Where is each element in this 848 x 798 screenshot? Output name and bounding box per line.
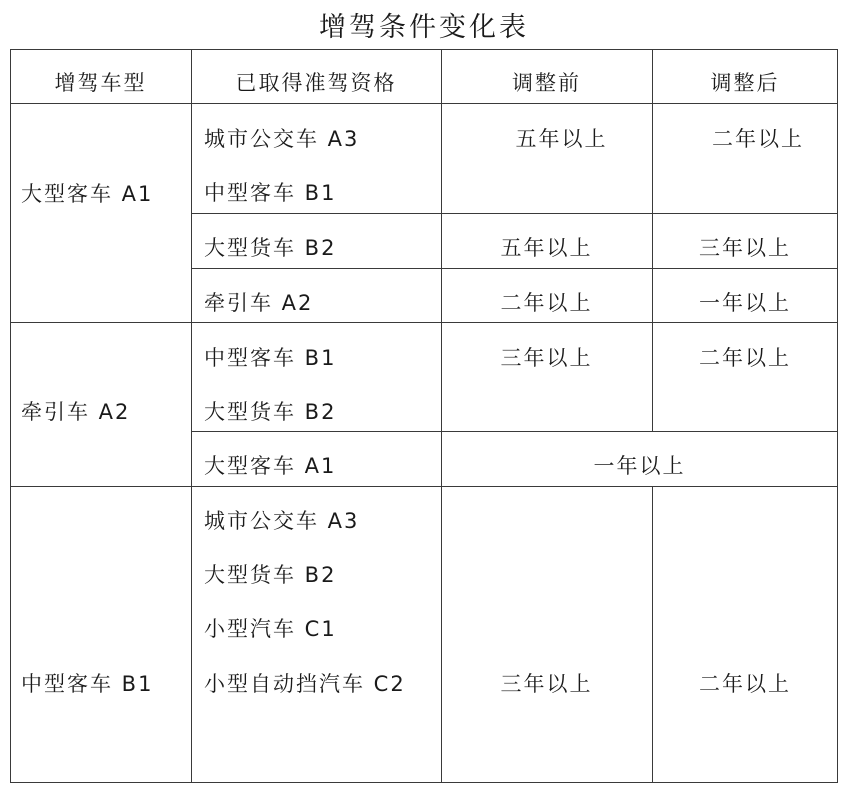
before-value: 五年以上 <box>515 127 608 151</box>
merged-value: 一年以上 <box>593 454 686 478</box>
license-item: 大型货车 B2 <box>204 563 337 587</box>
before-value: 二年以上 <box>500 291 593 315</box>
header-vehicle-type: 增驾车型 <box>54 71 147 95</box>
license-item: 城市公交车 A3 <box>204 127 360 151</box>
after-value: 一年以上 <box>699 291 791 315</box>
after-value: 二年以上 <box>699 672 791 696</box>
license-upgrade-table <box>10 49 838 783</box>
license-item: 小型自动挡汽车 C2 <box>204 672 406 696</box>
row-divider <box>191 431 838 432</box>
table-border-left <box>10 49 11 783</box>
group-divider <box>10 322 838 323</box>
license-item: 大型货车 B2 <box>204 400 337 424</box>
row-divider <box>191 213 838 214</box>
header-divider <box>10 103 838 104</box>
license-item: 中型客车 B1 <box>204 346 337 370</box>
license-item: 城市公交车 A3 <box>204 509 360 533</box>
group-divider <box>10 486 838 487</box>
column-divider <box>652 486 653 783</box>
after-value: 三年以上 <box>699 236 791 260</box>
before-value: 三年以上 <box>500 672 593 696</box>
license-item: 中型客车 B1 <box>204 181 337 205</box>
vehicle-type-cell: 牵引车 A2 <box>21 400 131 424</box>
header-before: 调整前 <box>512 71 581 95</box>
before-value: 五年以上 <box>500 236 593 260</box>
license-item: 牵引车 A2 <box>204 291 314 315</box>
table-border-bottom <box>10 782 838 783</box>
row-divider <box>191 268 838 269</box>
vehicle-type-cell: 中型客车 B1 <box>21 672 154 696</box>
header-existing-license: 已取得准驾资格 <box>235 71 397 95</box>
table-title: 增驾条件变化表 <box>319 12 529 43</box>
table-border-top <box>10 49 838 50</box>
license-item: 小型汽车 C1 <box>204 617 337 641</box>
vehicle-type-cell: 大型客车 A1 <box>21 182 154 206</box>
after-value: 二年以上 <box>712 127 804 151</box>
before-value: 三年以上 <box>500 346 593 370</box>
column-divider <box>191 49 192 783</box>
header-after: 调整后 <box>710 71 780 95</box>
license-item: 大型货车 B2 <box>204 236 337 260</box>
after-value: 二年以上 <box>699 346 791 370</box>
license-item: 大型客车 A1 <box>204 454 337 478</box>
